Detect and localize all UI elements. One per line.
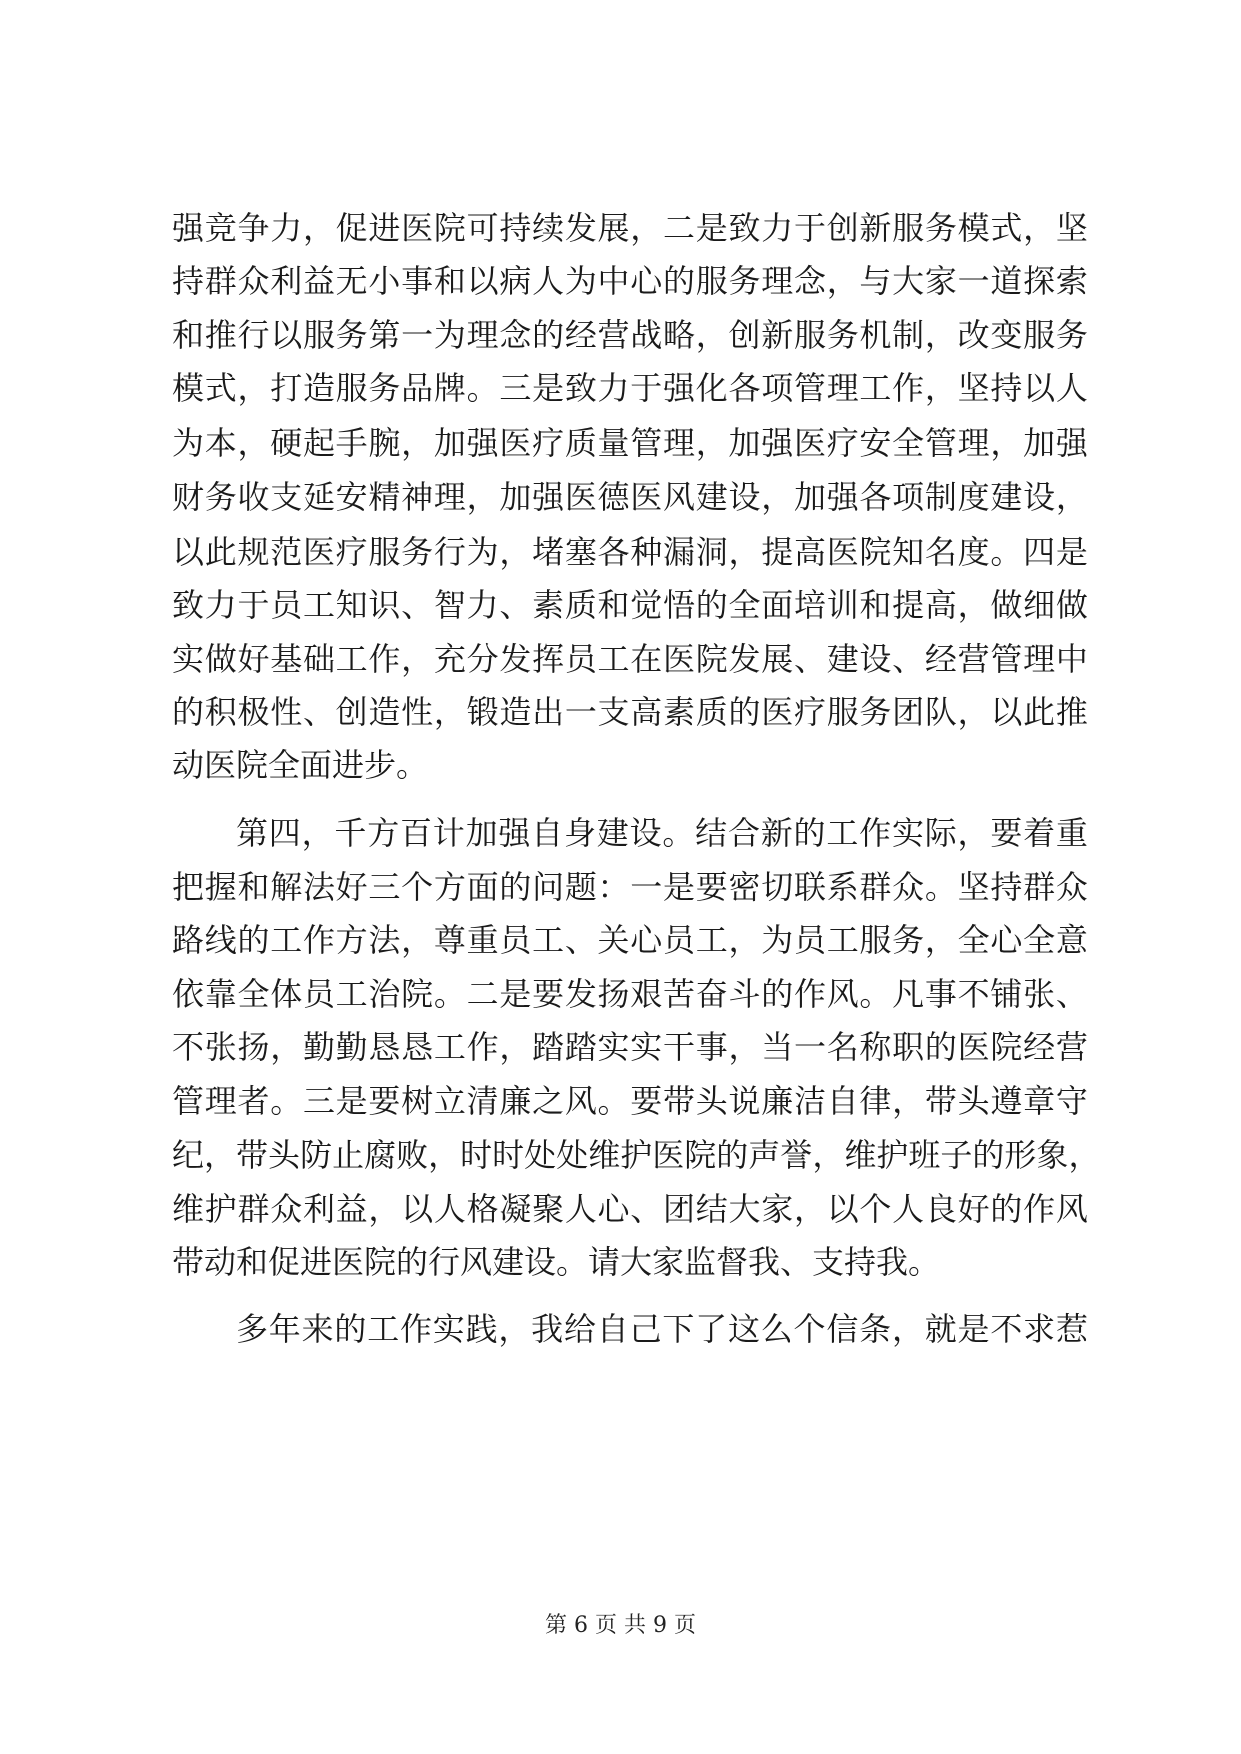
text-line: 不 张 扬 ， 勤 勤 恳 恳 工 作 ， 踏 踏 实 实 干 事 ， 当 一 名 称 职 的 医 院 经 营 — [172, 1028, 1088, 1066]
text-line: 纪 ， 带 头 防 止 腐 败 ， 时 时 处 处 维 护 医 院 的 声 誉 ， 维 护 班 子 的 形 象 ， — [172, 1136, 1101, 1174]
text-line: 管 理 者 。 三 是 要 树 立 清 廉 之 风 。 要 带 头 说 廉 洁 自 律 ， 带 头 遵 章 守 — [172, 1082, 1088, 1120]
text-line: 实 做 好 基 础 工 作 ， 充 分 发 挥 员 工 在 医 院 发 展 、 建 设 、 经 营 管 理 中 — [172, 640, 1088, 678]
text-line: 路 线 的 工 作 方 法 ， 尊 重 员 工 、 关 心 员 工 ， 为 员 工 服 务 ， 全 心 全 意 — [172, 921, 1088, 959]
text-line: 动医院全面进步。 — [172, 746, 429, 784]
text-line: 第 四 ， 千 方 百 计 加 强 自 身 建 设 。 结 合 新 的 工 作 实 际 ， 要 着 重 — [236, 814, 1088, 852]
text-line: 把 握 和 解 法 好 三 个 方 面 的 问 题 ： 一 是 要 密 切 联 系 群 众 。 坚 持 群 众 — [172, 868, 1088, 906]
page-number-footer: 第 6 页 共 9 页 — [545, 1613, 696, 1638]
text-line: 和 推 行 以 服 务 第 一 为 理 念 的 经 营 战 略 ， 创 新 服 务 机 制 ， 改 变 服 务 — [172, 316, 1088, 354]
text-line: 以 此 规 范 医 疗 服 务 行 为 ， 堵 塞 各 种 漏 洞 ， 提 高 医 院 知 名 度 。 四 是 — [172, 533, 1088, 571]
text-line: 维 护 群 众 利 益 ， 以 人 格 凝 聚 人 心 、 团 结 大 家 ， 以 个 人 良 好 的 作 风 — [172, 1190, 1088, 1228]
text-line: 为 本 ， 硬 起 手 腕 ， 加 强 医 疗 质 量 管 理 ， 加 强 医 疗 安 全 管 理 ， 加 强 — [172, 424, 1088, 462]
text-line: 带动和促进医院的行风建设。请大家监督我、支持我。 — [172, 1243, 941, 1281]
text-line: 模 式 ， 打 造 服 务 品 牌 。 三 是 致 力 于 强 化 各 项 管 理 工 作 ， 坚 持 以 人 — [172, 369, 1088, 407]
text-line: 依 靠 全 体 员 工 治 院 。 二 是 要 发 扬 艰 苦 奋 斗 的 作 风 。 凡 事 不 铺 张 、 — [172, 975, 1088, 1013]
text-line: 持 群 众 利 益 无 小 事 和 以 病 人 为 中 心 的 服 务 理 念 ， 与 大 家 一 道 探 索 — [172, 262, 1088, 300]
text-line: 财 务 收 支 延 安 精 神 理 ， 加 强 医 德 医 风 建 设 ， 加 强 各 项 制 度 建 设 ， — [172, 478, 1088, 516]
text-line: 强 竞 争 力 ， 促 进 医 院 可 持 续 发 展 ， 二 是 致 力 于 创 新 服 务 模 式 ， 坚 — [172, 209, 1088, 247]
text-line: 致 力 于 员 工 知 识 、 智 力 、 素 质 和 觉 悟 的 全 面 培 训 和 提 高 ， 做 细 做 — [172, 586, 1088, 624]
text-line: 多 年 来 的 工 作 实 践 ， 我 给 自 己 下 了 这 么 个 信 条 ， 就 是 不 求 惹 — [236, 1310, 1088, 1348]
text-line: 的 积 极 性 、 创 造 性 ， 锻 造 出 一 支 高 素 质 的 医 疗 服 务 团 队 ， 以 此 推 — [172, 693, 1088, 731]
